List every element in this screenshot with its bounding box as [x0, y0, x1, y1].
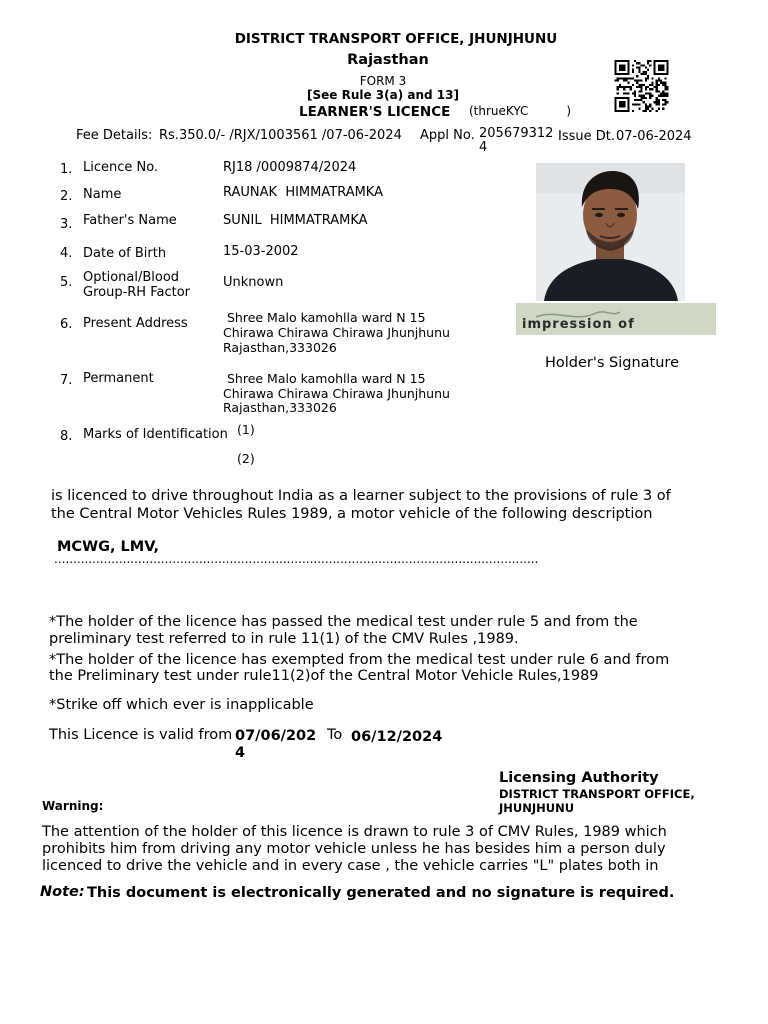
- warning-text-line2: prohibits him from driving any motor vehicle unless he has besides him a person duly: [42, 841, 666, 857]
- permanent-address-line3: Rajasthan,333026: [223, 400, 337, 415]
- valid-from-line1: 07/06/202: [235, 728, 317, 744]
- application-number-line1: 205679312: [479, 126, 554, 141]
- licence-number-label: Licence No.: [83, 160, 159, 175]
- warning-text-line1: The attention of the holder of this licence is drawn to rule 3 of CMV Rules, 1989 which: [42, 824, 667, 840]
- permanent-address-line2: Chirawa Chirawa Chirawa Jhunjhunu: [223, 386, 450, 401]
- name-value: RAUNAK HIMMATRAMKA: [223, 185, 383, 200]
- field-number: 3.: [60, 217, 73, 232]
- present-address-line1: Shree Malo kamohlla ward N 15: [223, 310, 426, 325]
- date-of-birth-label: Date of Birth: [83, 246, 167, 261]
- identification-mark-2: (2): [237, 451, 255, 466]
- permanent-address-label: Permanent: [83, 371, 154, 386]
- father-name-label: Father's Name: [83, 213, 177, 228]
- licensing-authority-office-line1: DISTRICT TRANSPORT OFFICE,: [499, 787, 695, 801]
- field-number: 1.: [60, 162, 73, 177]
- medical-statement-1-line2: preliminary test referred to in rule 11(1) of the CMV Rules ,1989.: [49, 631, 519, 647]
- field-number: 2.: [60, 189, 73, 204]
- document-title: LEARNER'S LICENCE: [299, 104, 451, 120]
- application-number-label: Appl No.: [420, 128, 475, 143]
- present-address-line3: Rajasthan,333026: [223, 340, 337, 355]
- valid-from-line2: 4: [235, 745, 246, 761]
- field-number: 7.: [60, 373, 73, 388]
- validity-to-label: To: [327, 727, 343, 743]
- holder-signature-image: impression of: [516, 303, 716, 335]
- qr-code-icon: [614, 60, 669, 112]
- holder-photo: [536, 163, 685, 301]
- validity-label: This Licence is valid from: [49, 727, 233, 743]
- strike-off-note: *Strike off which ever is inapplicable: [49, 697, 314, 713]
- field-number: 8.: [60, 429, 73, 444]
- warning-text-line3: licenced to drive the vehicle and in every case , the vehicle carries "L" plates both in: [42, 858, 659, 874]
- form-number: FORM 3: [359, 74, 407, 88]
- vehicle-classes: MCWG, LMV,: [57, 539, 160, 555]
- blood-group-value: Unknown: [223, 275, 284, 290]
- licence-number-value: RJ18 /0009874/2024: [223, 160, 357, 175]
- present-address-label: Present Address: [83, 316, 188, 331]
- medical-statement-2-line1: *The holder of the licence has exempted from the medical test under rule 6 and from: [49, 652, 670, 668]
- dotted-line: ...............................................................................................................................: [54, 552, 539, 566]
- kyc-method: (thrueKYC ): [469, 104, 572, 118]
- licensing-authority-title: Licensing Authority: [499, 770, 659, 786]
- holder-signature-label: Holder's Signature: [545, 355, 679, 371]
- present-address-line2: Chirawa Chirawa Chirawa Jhunjhunu: [223, 325, 450, 340]
- rule-reference: [See Rule 3(a) and 13]: [307, 88, 459, 102]
- valid-to-date: 06/12/2024: [351, 729, 443, 745]
- father-name-value: SUNIL HIMMATRAMKA: [223, 213, 368, 228]
- note-text: This document is electronically generated and no signature is required.: [87, 885, 675, 901]
- blood-group-label-line1: Optional/Blood: [83, 270, 180, 285]
- permanent-address-line1: Shree Malo kamohlla ward N 15: [223, 371, 426, 386]
- identification-mark-1: (1): [237, 422, 255, 437]
- medical-statement-2-line2: the Preliminary test under rule11(2)of the Central Motor Vehicle Rules,1989: [49, 668, 599, 684]
- office-heading: DISTRICT TRANSPORT OFFICE, JHUNJHUNU: [234, 31, 558, 47]
- name-label: Name: [83, 187, 122, 202]
- warning-label: Warning:: [42, 799, 104, 813]
- licence-text-line1: is licenced to drive throughout India as a learner subject to the provisions of rule 3 of: [51, 488, 671, 504]
- identification-marks-label: Marks of Identification: [83, 427, 228, 442]
- medical-statement-1-line1: *The holder of the licence has passed the medical test under rule 5 and from the: [49, 614, 638, 630]
- application-number-line2: 4: [479, 140, 488, 155]
- blood-group-label-line2: Group-RH Factor: [83, 285, 191, 300]
- fee-details-label: Fee Details:: [76, 128, 153, 143]
- licence-text-line2: the Central Motor Vehicles Rules 1989, a motor vehicle of the following description: [51, 506, 653, 522]
- issue-date-value: 07-06-2024: [616, 129, 692, 144]
- field-number: 4.: [60, 246, 73, 261]
- field-number: 6.: [60, 317, 73, 332]
- date-of-birth-value: 15-03-2002: [223, 244, 299, 259]
- field-number: 5.: [60, 275, 73, 290]
- fee-details-value: Rs.350.0/- /RJX/1003561 /07-06-2024: [159, 128, 402, 143]
- state-heading: Rajasthan: [347, 52, 429, 68]
- licensing-authority-office-line2: JHUNJHUNU: [499, 801, 575, 815]
- note-label: Note:: [40, 884, 85, 900]
- issue-date-label: Issue Dt.: [558, 129, 615, 144]
